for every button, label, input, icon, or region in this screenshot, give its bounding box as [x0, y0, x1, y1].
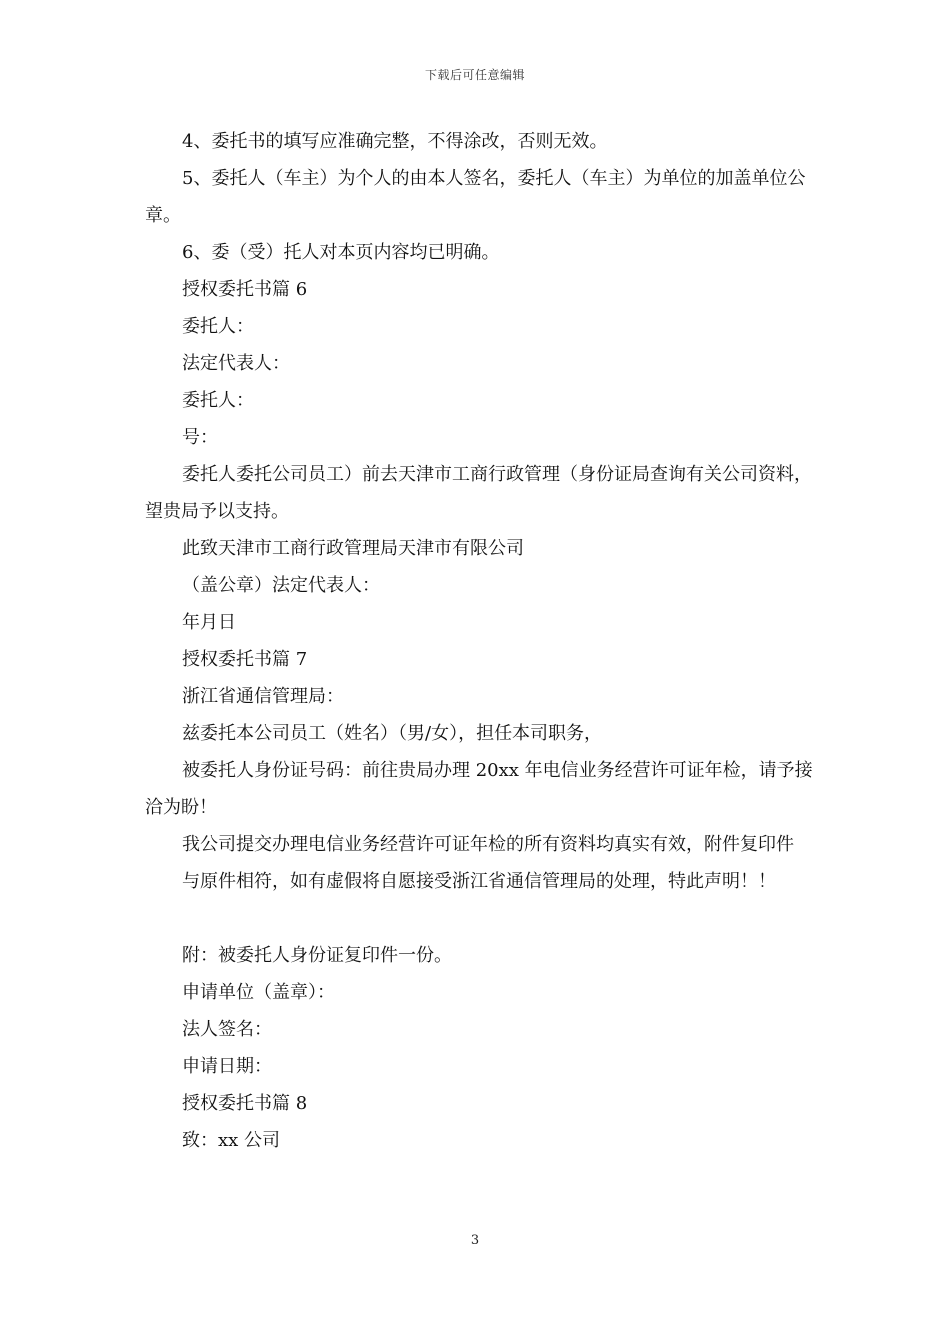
page-number: 3	[470, 1233, 480, 1248]
page-header: 下载后可任意编辑	[424, 68, 525, 82]
seal-signature-line: （盖公章）法定代表人：	[182, 575, 380, 596]
application-date-line: 申请日期：	[182, 1056, 272, 1077]
applicant-unit-line: 申请单位（盖章）：	[182, 982, 335, 1003]
legal-representative-line: 法定代表人：	[182, 353, 290, 374]
section-heading-6: 授权委托书篇 6	[182, 279, 308, 300]
to-company-line: 致：xx 公司	[182, 1130, 281, 1151]
number-line: 号：	[182, 427, 218, 448]
date-line: 年月日	[182, 612, 236, 633]
paragraph-item-4: 4、委托书的填写应准确完整，不得涂改，否则无效。	[182, 131, 608, 152]
paragraph-item-6: 6、委（受）托人对本页内容均已明确。	[182, 242, 500, 263]
principal-line: 委托人：	[182, 316, 254, 337]
addressee-line: 此致天津市工商行政管理局天津市有限公司	[182, 538, 524, 559]
recipient-line: 浙江省通信管理局：	[182, 686, 344, 707]
blank-line	[145, 900, 815, 937]
legal-person-signature-line: 法人签名：	[182, 1019, 272, 1040]
document-body	[145, 123, 815, 1159]
documents-statement: 我公司提交办理电信业务经营许可证年检的所有资料均真实有效，附件复印件	[182, 834, 794, 855]
principal-line-2: 委托人：	[182, 390, 254, 411]
paragraph-item-5: 5、委托人（车主）为个人的由本人签名，委托人（车主）为单位的加盖单位公章。	[145, 168, 806, 226]
attachment-line: 附：被委托人身份证复印件一份。	[182, 945, 452, 966]
entrust-statement: 兹委托本公司员工（姓名）（男/女），担任本司职务，	[182, 723, 603, 744]
authorization-body: 委托人委托公司员工）前去天津市工商行政管理（身份证局查询有关公司资料，望贵局予以支持。	[145, 464, 812, 522]
id-number-statement: 被委托人身份证号码：前往贵局办理 20xx 年电信业务经营许可证年检，请予接洽为盼！	[145, 760, 813, 818]
section-heading-7: 授权委托书篇 7	[182, 649, 308, 670]
section-heading-8: 授权委托书篇 8	[182, 1093, 308, 1114]
declaration-statement: 与原件相符，如有虚假将自愿接受浙江省通信管理局的处理，特此声明！！	[182, 871, 776, 892]
